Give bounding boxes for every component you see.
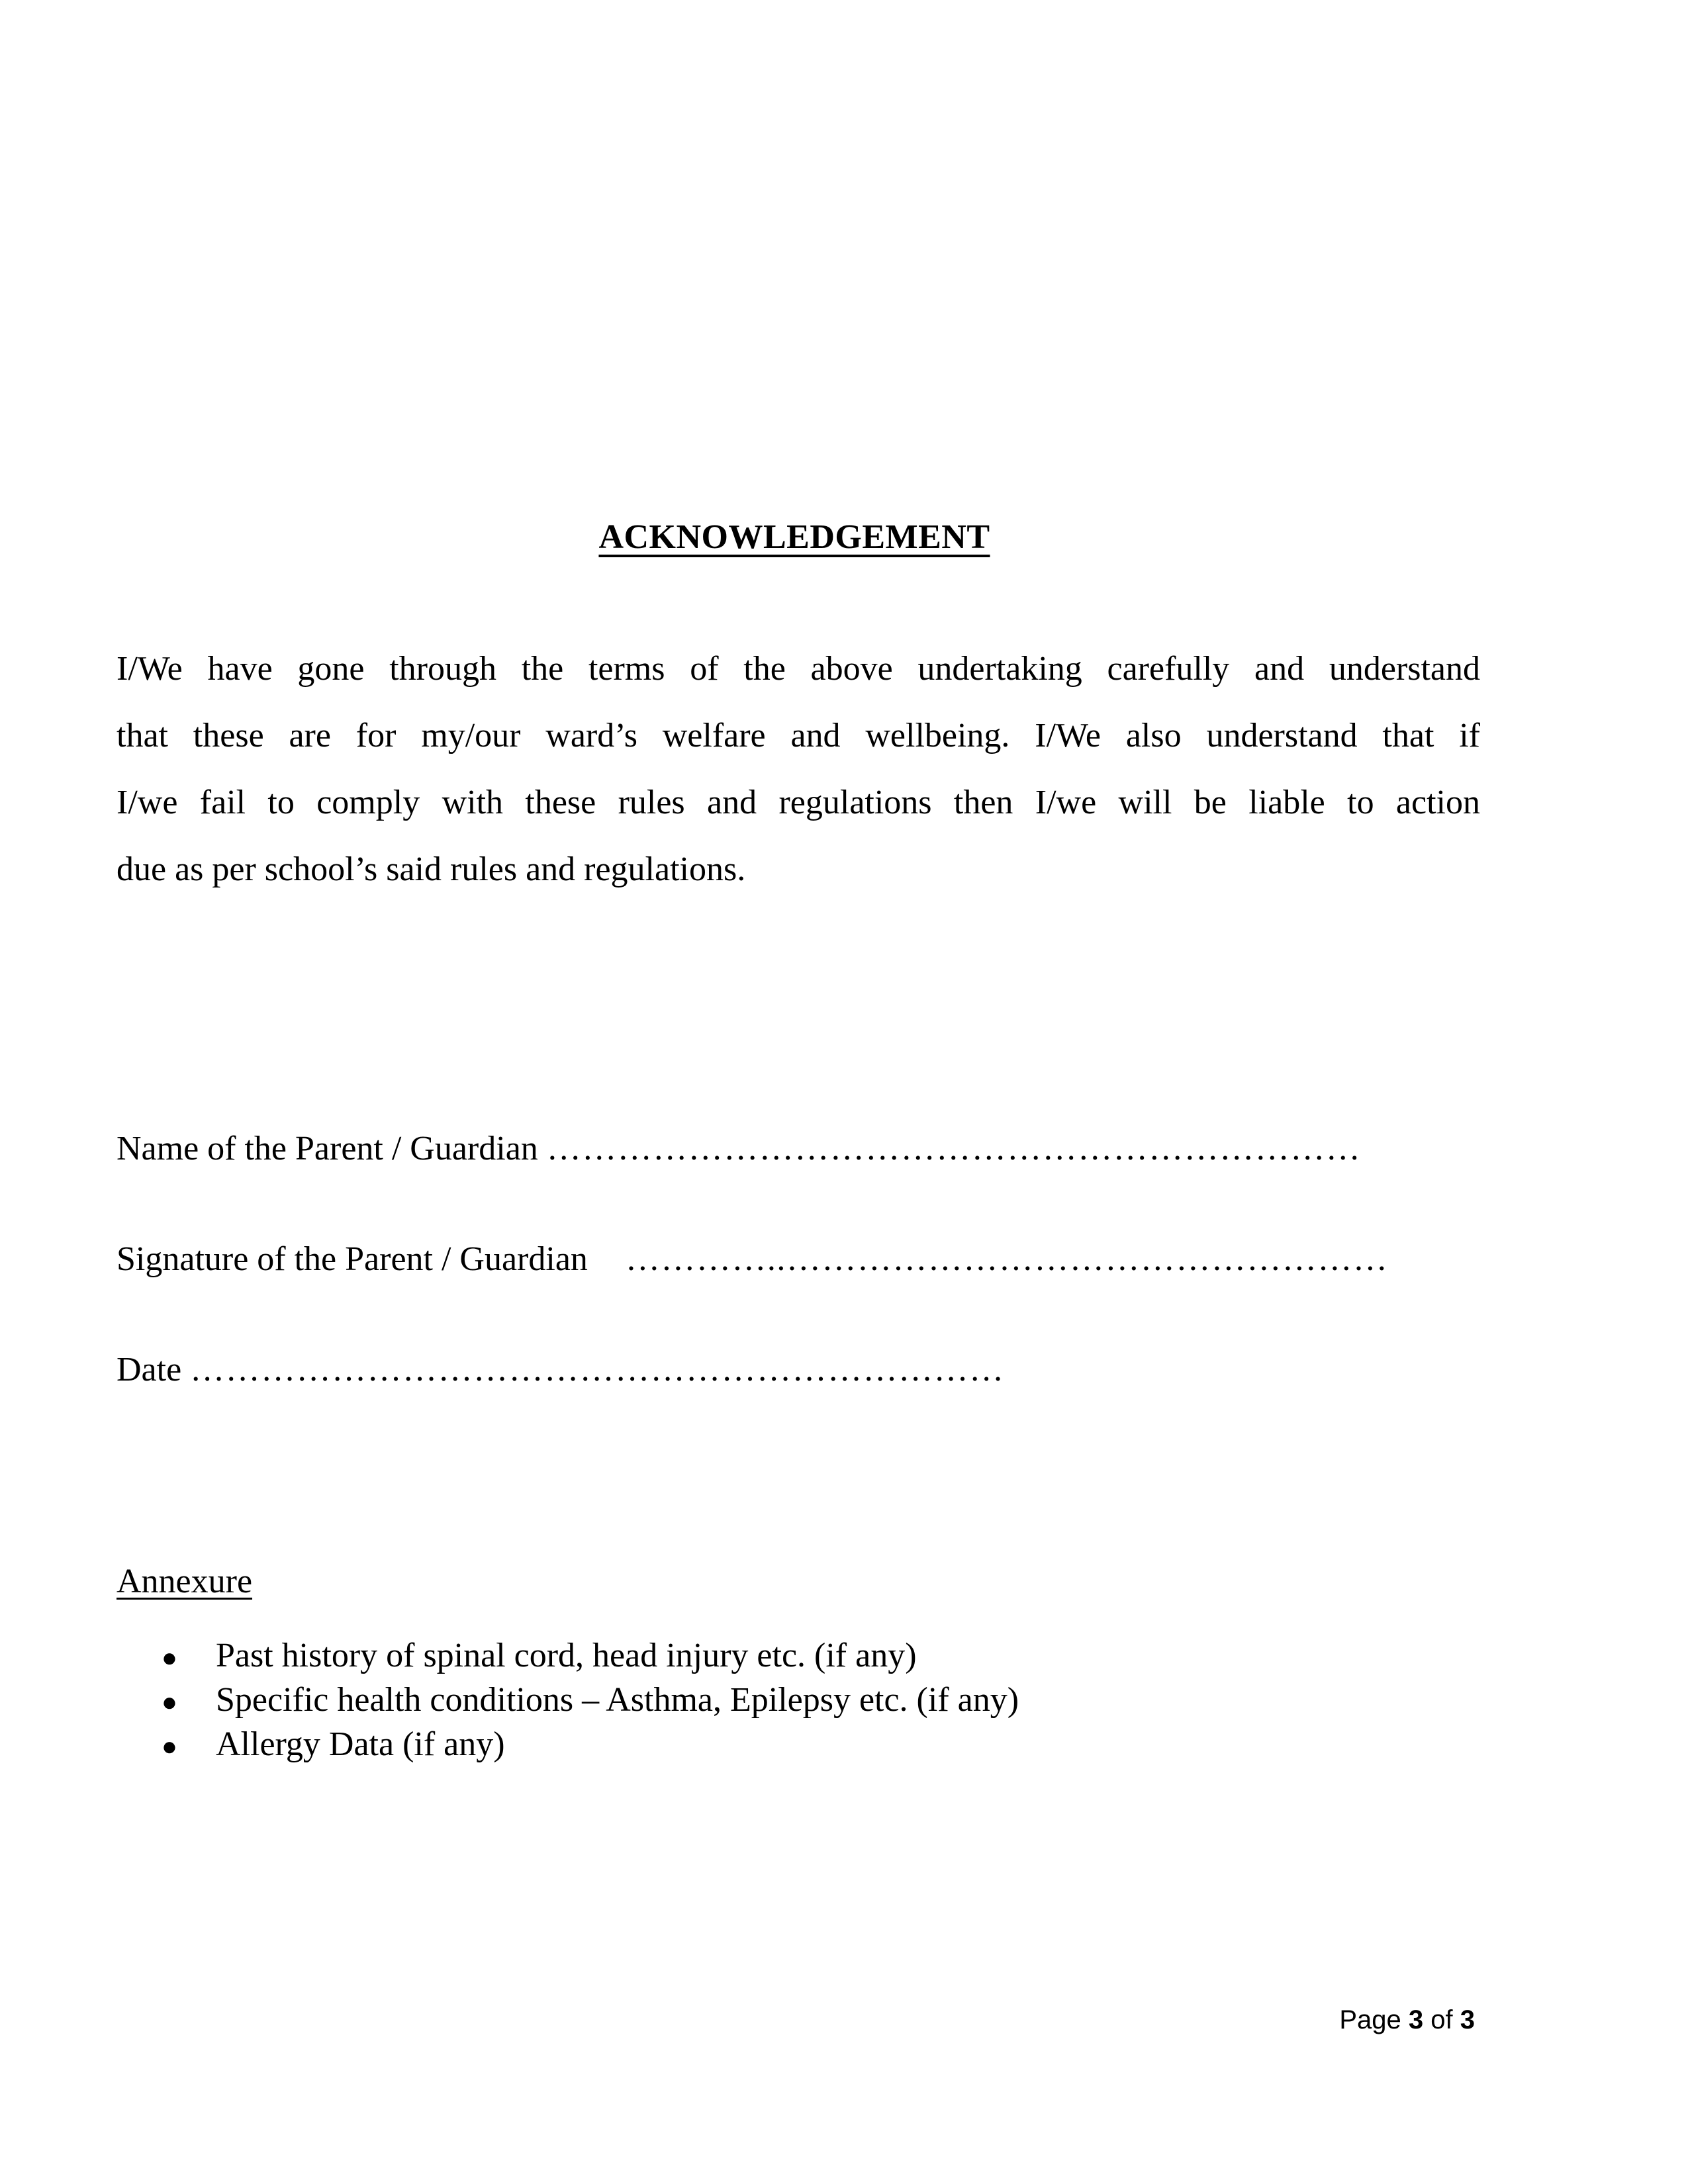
bullet-icon: ● [161,1687,178,1717]
paragraph-line: I/we fail to comply with these rules and regulations then I/we will be liable to action [117,784,1480,821]
annexure-item-text: Past history of spinal cord, head injury etc. (if any) [216,1637,917,1674]
annexure-item-text: Specific health conditions – Asthma, Epilepsy etc. (if any) [216,1681,1019,1719]
parent-signature-label: Signature of the Parent / Guardian [117,1240,588,1278]
list-item [117,1678,1019,1722]
of-label: of [1430,2005,1453,2034]
parent-name-blank[interactable]: …………………………………………………………… [546,1130,1362,1167]
parent-name-label: Name of the Parent / Guardian [117,1130,538,1167]
bullet-icon: ● [161,1643,178,1672]
page-prefix: Page [1339,2005,1401,2034]
date-label: Date [117,1351,182,1388]
page-title: ACKNOWLEDGEMENT [598,518,990,556]
current-page: 3 [1408,2005,1424,2034]
parent-signature-field [117,1240,1388,1279]
bullet-icon: ● [161,1731,178,1761]
annexure-list [117,1633,1019,1766]
annexure-item-text: Allergy Data (if any) [216,1725,505,1763]
total-pages: 3 [1460,2005,1475,2034]
paragraph-line: that these are for my/our ward’s welfare and wellbeing. I/We also understand that if [117,717,1480,754]
annexure-heading: Annexure [117,1563,253,1600]
date-blank[interactable]: …………………………………………………………… [190,1351,1005,1388]
date-field [117,1350,1005,1389]
paragraph-line: I/We have gone through the terms of the above undertaking carefully and understand [117,650,1480,688]
parent-signature-blank[interactable]: …………..…………………………………………… [625,1240,1389,1278]
parent-name-field [117,1129,1361,1168]
acknowledgement-paragraph [117,635,1480,903]
list-item [117,1722,1019,1766]
list-item [117,1633,1019,1678]
page-number [1339,2005,1475,2035]
paragraph-line: due as per school’s said rules and regulations. [117,850,746,888]
